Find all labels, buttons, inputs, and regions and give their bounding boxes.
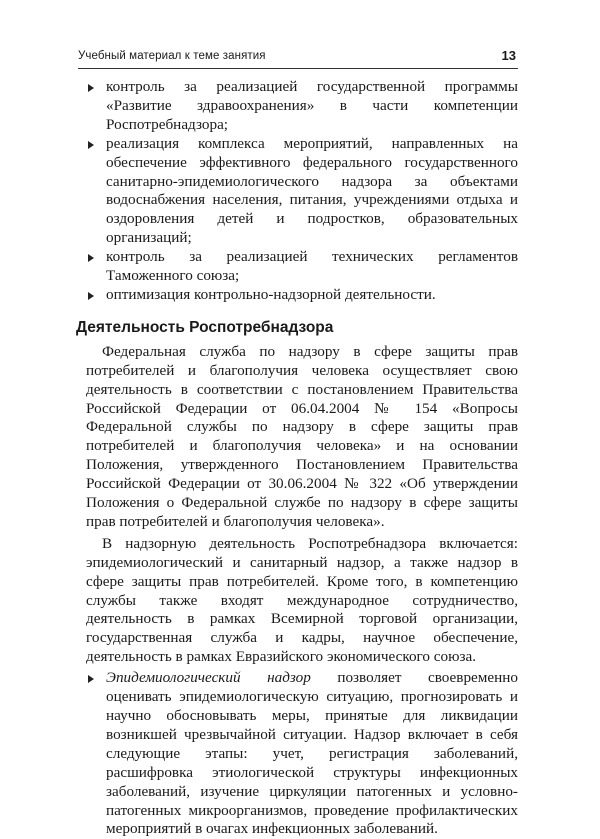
triangle-bullet-icon — [88, 675, 94, 683]
triangle-bullet-icon — [88, 254, 94, 262]
goals-list — [86, 78, 518, 305]
supervision-list — [86, 669, 518, 839]
list-item — [86, 135, 518, 248]
paragraph-legal-basis: Федеральная служба по надзору в сфере защиты прав потребителей и благополучия человека осуществляет свою деятельность в соответствии с постановлением Правительства Российской Федерации от 06.04.2004 № 154 «Вопросы Федеральной службы по надзору в сфере защиты прав потребителей и благополучия человека» и на основании Положения, утвержденного Постановлением Правительства Российской Федерации от 30.06.2004 № 322 «Об утверждении Положения о Федеральной службе по надзору в сфере защиты прав потребителей и благополучия человека». — [86, 342, 518, 530]
running-title: Учебный материал к теме занятия — [78, 50, 266, 62]
list-item — [86, 78, 518, 135]
list-item — [86, 669, 518, 839]
list-item-text: позволяет своевременно оценивать эпидемиологическую ситуацию, прогнозировать и научно обосновывать меры, принятые для ликвидации возникшей чрезвычайной ситуации. Надзор включает в себя следующие этапы: учет, регистрация заболеваний, расшифровка этиологической структуры инфекционных заболеваний, изучение циркуляции патогенных и условно-патогенных микроорганизмов, проведение профилактических мероприятий в очагах инфекционных заболеваний. — [106, 669, 518, 838]
list-item — [86, 248, 518, 286]
list-item-text: реализация комплекса мероприятий, направленных на обеспечение эффективного федерального государственного санитарно-эпидемиологического надзора за объектами водоснабжения населения, питания, учреждениями отдыха и оздоровления детей и подростков, образовательных организаций; — [106, 134, 518, 247]
list-item-text: контроль за реализацией государственной программы «Развитие здравоохранения» в части компетенции Роспотребнадзора; — [106, 78, 518, 133]
page-content — [76, 78, 518, 839]
list-item — [86, 286, 518, 305]
list-item-text: оптимизация контрольно-надзорной деятельности. — [106, 285, 436, 303]
triangle-bullet-icon — [88, 292, 94, 300]
paragraph-supervision-scope: В надзорную деятельность Роспотребнадзора включается: эпидемиологический и санитарный надзор, а также надзор в сфере защиты прав потребителей. Кроме того, в компетенцию службы также входят международное сотрудничество, деятельность в рамках Всемирной торговой организации, государственная служба и кадры, научное обеспечение, деятельность в рамках Евразийского экономического союза. — [86, 534, 518, 666]
list-item-text: контроль за реализацией технических регламентов Таможенного союза; — [106, 248, 518, 285]
triangle-bullet-icon — [88, 84, 94, 92]
running-header — [78, 46, 518, 69]
triangle-bullet-icon — [88, 141, 94, 149]
page-number: 13 — [501, 48, 516, 63]
section-heading: Деятельность Роспотребнадзора — [76, 318, 334, 336]
term-epidemiological-supervision: Эпидемиологический надзор — [106, 669, 311, 687]
